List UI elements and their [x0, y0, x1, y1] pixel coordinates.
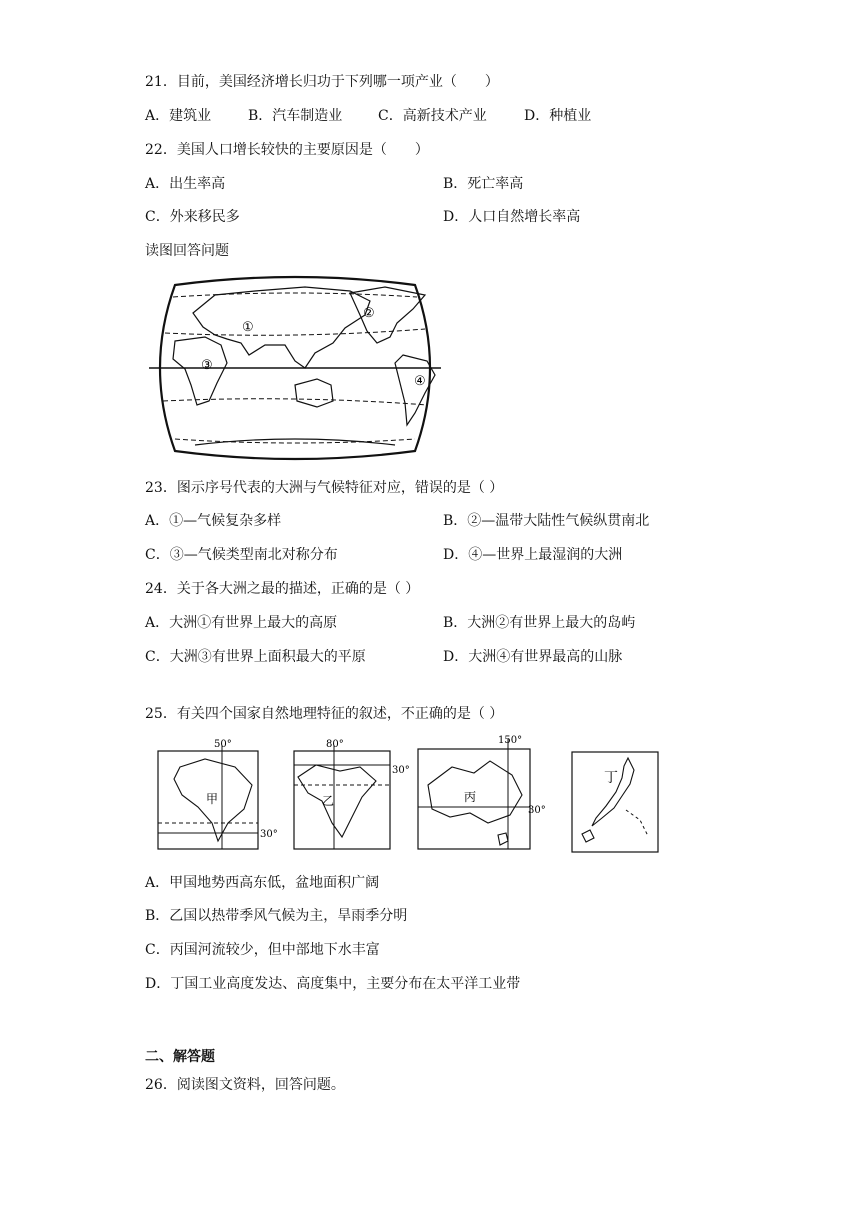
- q24-option-c: C．大洲③有世界上面积最大的平原: [145, 649, 366, 665]
- yi-lon-label: 80°: [326, 739, 344, 750]
- q25-option-b: B．乙国以热带季风气候为主，旱雨季分明: [145, 908, 408, 924]
- q21-stem: 21．目前，美国经济增长归功于下列哪一项产业（ ）: [145, 74, 499, 90]
- q23-option-b: B．②—温带大陆性气候纵贯南北: [443, 513, 650, 529]
- q25-option-d: D．丁国工业高度发达、高度集中，主要分布在太平洋工业带: [145, 976, 521, 992]
- q25-stem: 25．有关四个国家自然地理特征的叙述，不正确的是（ ）: [145, 706, 504, 722]
- world-map-label-4: ④: [414, 374, 426, 389]
- q25-option-a: A．甲国地势西高东低，盆地面积广阔: [145, 875, 380, 891]
- world-map-label-1: ①: [242, 320, 254, 335]
- country-map-yi: [290, 737, 410, 855]
- country-map-bing: [414, 733, 554, 857]
- q24-option-b: B．大洲②有世界上最大的岛屿: [443, 615, 636, 631]
- country-map-jia: [150, 737, 278, 855]
- jia-lon-label: 50°: [214, 739, 232, 750]
- jia-lat-label: 30°: [260, 829, 278, 840]
- world-map-label-3: ③: [201, 358, 213, 373]
- q22-option-d: D．人口自然增长率高: [443, 209, 581, 225]
- bing-lon-label: 150°: [498, 735, 523, 746]
- q22-stem: 22．美国人口增长较快的主要原因是（ ）: [145, 142, 429, 158]
- q26-stem: 26．阅读图文资料，回答问题。: [145, 1077, 345, 1093]
- q21-option-c: C．高新技术产业: [378, 108, 487, 124]
- q22-option-c: C．外来移民多: [145, 209, 240, 225]
- q23-option-c: C．③—气候类型南北对称分布: [145, 547, 338, 563]
- world-map-label-2: ②: [363, 306, 375, 321]
- read-map-instruction: 读图回答问题: [145, 243, 229, 259]
- jia-name: 甲: [206, 792, 219, 806]
- q23-option-a: A．①—气候复杂多样: [145, 513, 282, 529]
- country-map-ding: [568, 748, 664, 856]
- yi-name: 乙: [322, 794, 335, 808]
- q25-option-c: C．丙国河流较少，但中部地下水丰富: [145, 942, 380, 958]
- world-map: [145, 273, 445, 463]
- bing-name: 丙: [464, 790, 477, 804]
- q21-option-b: B．汽车制造业: [248, 108, 343, 124]
- q21-option-d: D．种植业: [524, 108, 592, 124]
- q22-option-b: B．死亡率高: [443, 176, 524, 192]
- q24-stem: 24．关于各大洲之最的描述，正确的是（ ）: [145, 581, 420, 597]
- ding-name: 丁: [604, 770, 618, 786]
- q23-stem: 23．图示序号代表的大洲与气候特征对应，错误的是（ ）: [145, 480, 504, 496]
- bing-lat-label: 30°: [528, 805, 546, 816]
- yi-lat-label: 30°: [392, 765, 410, 776]
- section-heading: 二、解答题: [145, 1049, 215, 1065]
- q24-option-d: D．大洲④有世界最高的山脉: [443, 649, 623, 665]
- q24-option-a: A．大洲①有世界上最大的高原: [145, 615, 338, 631]
- q22-option-a: A．出生率高: [145, 176, 226, 192]
- q21-option-a: A．建筑业: [145, 108, 212, 124]
- q23-option-d: D．④—世界上最湿润的大洲: [443, 547, 623, 563]
